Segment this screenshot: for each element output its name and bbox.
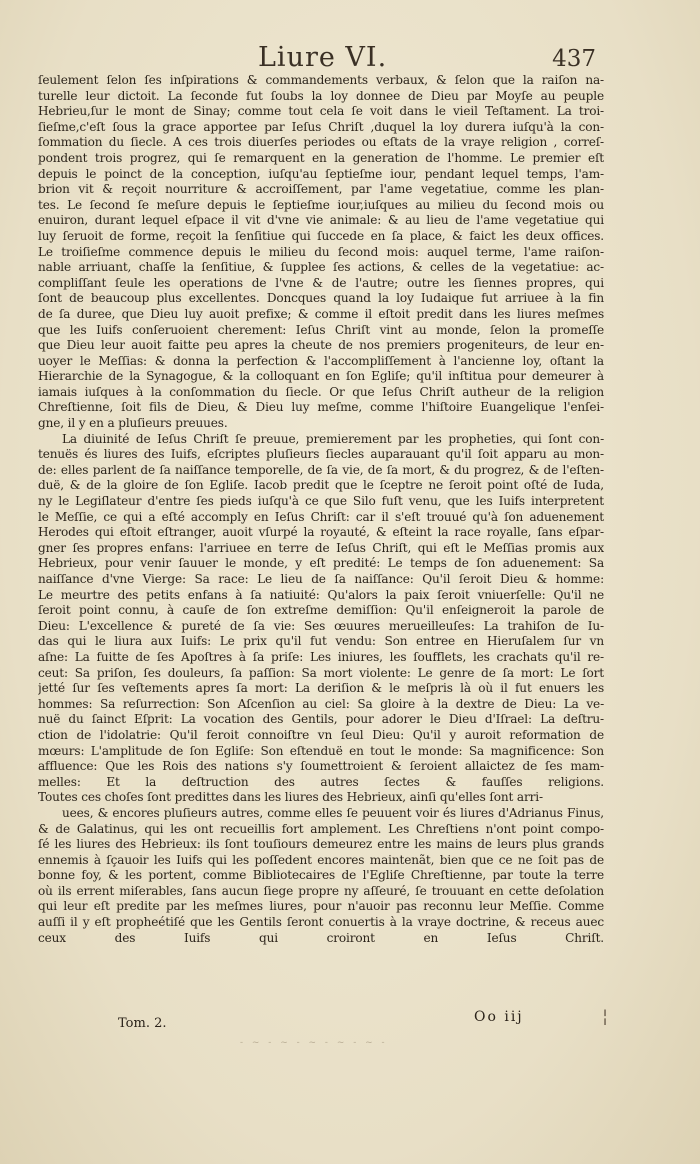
text-line: luy ſeruoit de forme, reçoit la ſenſitiue qui ſuccede en ſa place, & faict les deux offices. xyxy=(38,228,604,243)
text-line: tes. Le ſecond ſe meſure depuis le ſeptieſme iour,iuſques au milieu du ſecond mois ou xyxy=(38,197,604,212)
text-line: Toutes ces choſes ſont predittes dans les liures des Hebrieux, ainſi qu'elles ſont arri- xyxy=(38,790,543,805)
text-line: gner ſes propres enfans: l'arriuee en terre de Ieſus Chriſt, qui eſt le Meſſias promis aux xyxy=(38,540,604,555)
text-line: Hierarchie de la Synagogue, & la colloquant en ſon Egliſe; qu'il inſtitua pour demeurer à xyxy=(38,369,604,384)
margin-ornament: ¦ xyxy=(602,1006,609,1027)
text-line: jetté ſur ſes veſtements apres ſa mort: La deriſion & le meſpris là où il fut enuers les xyxy=(38,681,604,696)
text-line: Le meurtre des petits enfans à ſa natiuité: Qu'alors la paix ſeroit vniuerſelle: Qu'il ne xyxy=(38,587,604,602)
text-line: naiſſance d'vne Vierge: Sa race: Le lieu de ſa naiſſance: Qu'il ſeroit Dieu & homme: xyxy=(38,572,604,586)
text-line: ſont de beaucoup plus excellentes. Doncques quand la loy Iudaique fut arriuee à la fin xyxy=(38,291,604,306)
text-line: que Dieu leur auoit faitte peu apres la cheute de nos premiers progeniteurs, de leur en- xyxy=(38,338,604,353)
text-line: ſieſme,c'eſt ſous la grace apportee par Ieſus Chriſt ,duquel la loy durera iuſqu'à la con- xyxy=(38,119,604,134)
text-line: melles: Et la deſtruction des autres ſectes & fauſſes religions. xyxy=(38,774,604,789)
text-line: brion vit & reçoit nourriture & accroiſſement, par l'ame vegetatiue, comme les plan- xyxy=(38,182,604,197)
text-line: nuë du ſainct Eſprit: La vocation des Gentils, pour adorer le Dieu d'Iſrael: La deſtru- xyxy=(38,712,604,727)
text-line: uoyer le Meſſias: & donna la perfection & l'accompliſſement à l'ancienne loy, oſtant la xyxy=(38,353,604,368)
text-line: duë, & de la gloire de ſon Egliſe. Iacob predit que le ſceptre ne ſeroit point oſté de Iuda, xyxy=(38,478,604,493)
text-line: iamais iuſques à la conſommation du ſiecle. Or que Ieſus Chriſt autheur de la religion xyxy=(38,384,604,399)
show-through-text: - ~ - ~ - ~ - ~ - ~ - xyxy=(240,1038,388,1048)
text-line: & de Galatinus, qui les ont recueillis fort amplement. Les Chreſtiens n'ont point compo- xyxy=(38,821,604,836)
text-line: ſeulement ſelon ſes inſpirations & commandements verbaux, & ſelon que la raiſon na- xyxy=(38,73,604,87)
text-line: Hebrieux, pour venir ſauuer le monde, y eſt predité: Le temps de ſon aduenement: Sa xyxy=(38,556,604,571)
text-line: compliſſant ſeule les operations de l'vne & de l'autre; outre les ſiennes propres, qui xyxy=(38,275,604,290)
text-line: das qui le liura aux Iuifs: Le prix qu'il fut vendu: Son entree en Hieruſalem ſur vn xyxy=(38,634,604,649)
text-line: ction de l'idolatrie: Qu'il feroit connoiſtre vn ſeul Dieu: Qu'il y auroit reformation de xyxy=(38,727,604,742)
text-line: que les Iuifs conſeruoient cherement: Ieſus Chriſt vint au monde, ſelon la promeſſe xyxy=(38,322,604,337)
text-line: ceut: Sa priſon, ſes douleurs, ſa paſſion: Sa mort violente: Le genre de ſa mort: Le ſort xyxy=(38,665,604,680)
text-line: uees, & encores pluſieurs autres, comme elles ſe peuuent voir és liures d'Adrianus Finus, xyxy=(62,805,604,820)
body-text xyxy=(38,73,604,946)
text-line: pondent trois progrez, qui ſe remarquent en la generation de l'homme. Le premier eſt xyxy=(38,150,604,165)
catchword: Oo iij xyxy=(474,1009,524,1025)
text-line: affluence: Que les Rois des nations s'y ſoumettroient & ſeroient allaictez de ſes mam- xyxy=(38,759,604,774)
text-line: Hebrieu,ſur le mont de Sinay; comme tout cela ſe voit dans le vieil Teſtament. La troi- xyxy=(38,104,604,119)
text-line: hommes: Sa reſurrection: Son Aſcenſion au ciel: Sa gloire à la dextre de Dieu: La ve- xyxy=(38,696,604,711)
text-line: ſé les liures des Hebrieux: ils ſont touſiours demeurez entre les mains de leurs plus grands xyxy=(38,837,604,852)
text-line: ceux des Iuifs qui croiront en Ieſus Chriſt. xyxy=(38,930,604,945)
text-line: ny le Legiſlateur d'entre ſes pieds iuſqu'à ce que Silo fuſt venu, que les Iuifs interpretent xyxy=(38,494,604,509)
text-line: qui leur eſt predite par les meſmes liures, pour n'auoir pas reconnu leur Meſſie. Comme xyxy=(38,899,604,914)
page-number: 437 xyxy=(552,46,596,72)
text-line: de ſa duree, que Dieu luy auoit prefixe; & comme il eſtoit predit dans les liures meſmes xyxy=(38,306,604,321)
text-line: mœurs: L'amplitude de ſon Egliſe: Son eſtenduë en tout le monde: Sa magnificence: Son xyxy=(38,743,604,758)
text-line: bonne foy, & les portent, comme Bibliotecaires de l'Egliſe Chreſtienne, par toute la terre xyxy=(38,868,604,883)
text-line: enuiron, durant lequel eſpace il vit d'vne vie animale: & au lieu de l'ame vegetatiue qui xyxy=(38,213,604,228)
text-line: ennemis à ſçauoir les Iuifs qui les poſſedent encores maintenãt, bien que ce ne ſoit pas de xyxy=(38,852,604,867)
text-line: de: elles parlent de ſa naiſſance temporelle, de ſa vie, de ſa mort, & du progrez, & de l'eſten- xyxy=(38,462,604,477)
signature-mark: Tom. 2. xyxy=(118,1016,167,1031)
text-line: turelle leur dictoit. La ſeconde fut ſoubs la loy donnee de Dieu par Moyſe au peuple xyxy=(38,88,604,103)
text-line: Le troiſieſme commence depuis le milieu du ſecond mois: auquel terme, l'ame raiſon- xyxy=(38,244,604,259)
text-line: depuis le poinct de la conception, iuſqu'au ſeptieſme iour, pendant lequel temps, l'am- xyxy=(38,166,604,181)
text-line: Herodes qui eſtoit eſtranger, auoit vſurpé la royauté, & eſteint la race royalle, ſans eſpar- xyxy=(38,525,604,540)
text-line: ſeroit point connu, à cauſe de ſon extreſme demiſſion: Qu'il enſeigneroit la parole de xyxy=(38,603,604,618)
text-line: Chreſtienne, ſoit fils de Dieu, & Dieu luy meſme, comme l'hiſtoire Euangelique l'enſei- xyxy=(38,400,604,415)
text-line: où ils errent miſerables, ſans aucun ſiege propre ny aſſeuré, ſe trouuant en cette deſolation xyxy=(38,883,604,898)
text-line: La diuinité de Ieſus Chriſt ſe preuue, premierement par les propheties, qui ſont con- xyxy=(62,431,604,446)
text-line: nable arriuant, chaſſe la ſenſitiue, & ſupplee ſes actions, & celles de la vegetatiue: ac- xyxy=(38,260,604,275)
text-line: aſne: La fuitte de ſes Apoſtres à ſa priſe: Les iniures, les ſoufflets, les crachats qu'il re- xyxy=(38,649,604,664)
text-line: auſſi il y eſt propheétiſé que les Gentils ſeront conuertis à la vraye doctrine, & receus auec xyxy=(38,915,604,930)
text-line: Dieu: L'excellence & pureté de ſa vie: Ses œuures merueilleuſes: La trahiſon de Iu- xyxy=(38,618,604,633)
text-line: ſommation du ſiecle. A ces trois diuerſes periodes ou eſtats de la vraye religion , correſ- xyxy=(38,135,604,150)
running-title: Liure VI. xyxy=(258,42,388,73)
text-line: gne, il y en a pluſieurs preuues. xyxy=(38,416,228,431)
text-line: tenuës és liures des Iuifs, eſcriptes pluſieurs ſiecles auparauant qu'il ſoit apparu au mon- xyxy=(38,447,604,462)
text-line: le Meſſie, ce qui a eſté accomply en Ieſus Chriſt: car il s'eſt trouué qu'à ſon aduenement xyxy=(38,509,604,524)
